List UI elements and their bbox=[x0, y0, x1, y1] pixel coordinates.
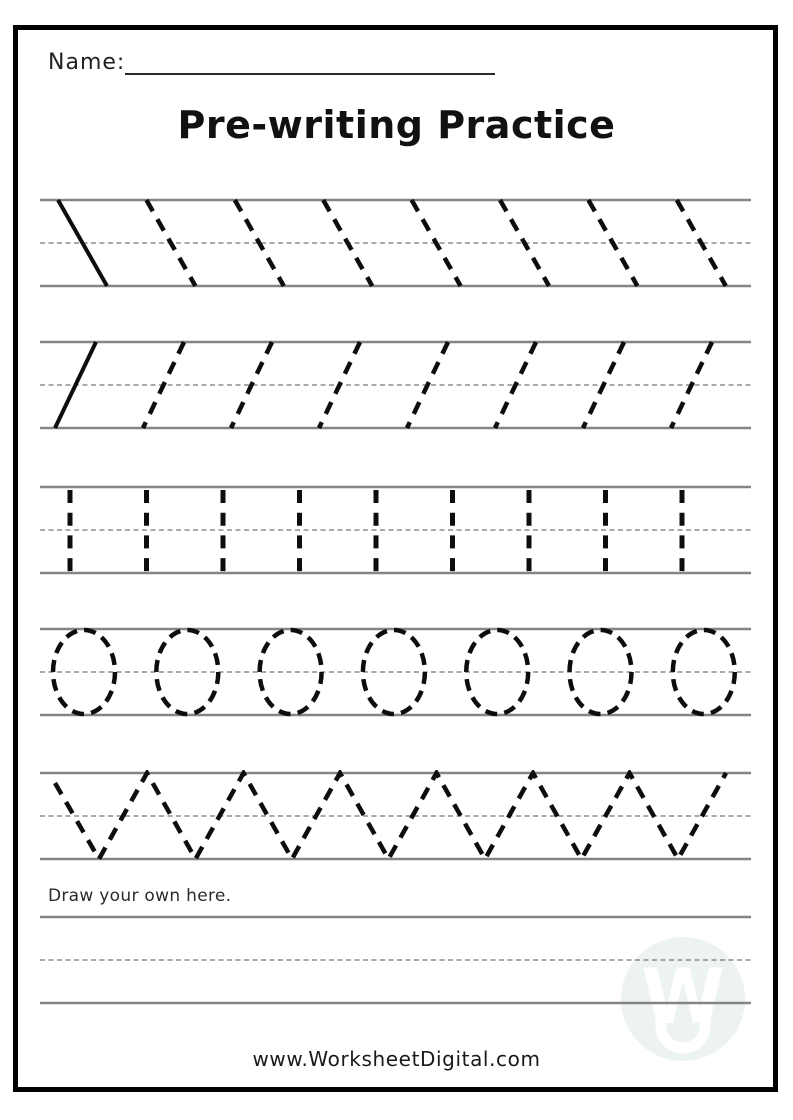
page-title: Pre-writing Practice bbox=[177, 103, 616, 147]
practice-row-backslash bbox=[0, 197, 793, 291]
draw-own-label: Draw your own here. bbox=[48, 886, 232, 906]
practice-row-oval bbox=[0, 626, 793, 720]
tracing-stroke-dashed bbox=[235, 200, 284, 286]
practice-row-slash bbox=[0, 339, 793, 433]
name-blank-line bbox=[125, 73, 495, 75]
tracing-stroke-dashed bbox=[583, 342, 624, 428]
practice-row-zigzag bbox=[0, 770, 793, 864]
name-label: Name: bbox=[48, 50, 126, 75]
footer-url: www.WorksheetDigital.com bbox=[252, 1047, 541, 1071]
watermark-w-glyph: W bbox=[641, 952, 725, 1041]
practice-row-vertical bbox=[0, 484, 793, 578]
practice-row-draw-own bbox=[0, 914, 793, 1008]
tracing-stroke-dashed bbox=[677, 200, 726, 286]
